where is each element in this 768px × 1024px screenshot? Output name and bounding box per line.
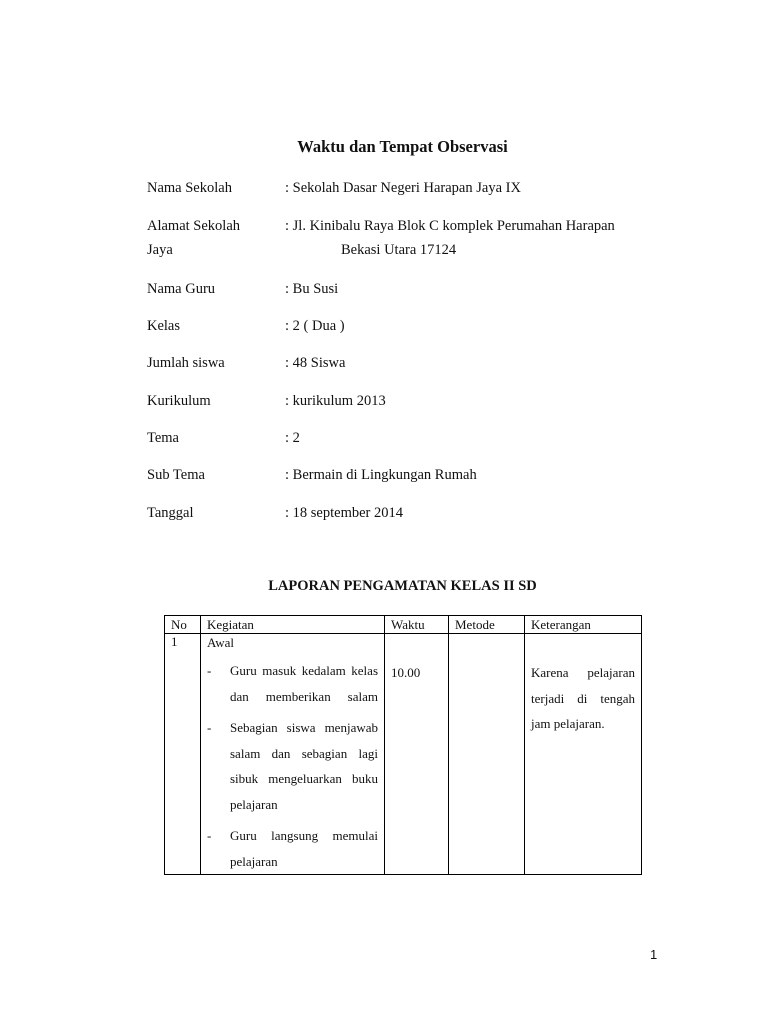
info-label: Jumlah siswa [147, 355, 225, 371]
info-value: : kurikulum 2013 [285, 393, 386, 409]
activity-item [207, 715, 378, 817]
list-dash: - [207, 720, 212, 735]
info-label: Alamat Sekolah [147, 218, 241, 234]
activity-text: Guru langsung memulai pelajaran [230, 828, 378, 869]
info-value: : 18 september 2014 [285, 505, 403, 521]
info-label: Tanggal [147, 505, 194, 521]
phase-label: Awal [207, 635, 234, 650]
info-value: : Bermain di Lingkungan Rumah [285, 467, 477, 483]
table-header-row [165, 616, 642, 634]
row-number: 1 [171, 634, 178, 649]
header-no: No [165, 616, 201, 634]
info-value: : 2 ( Dua ) [285, 318, 345, 334]
activity-item [207, 823, 378, 874]
info-label: Sub Tema [147, 467, 205, 483]
info-label: Nama Sekolah [147, 180, 232, 196]
info-label-continuation: Jaya [147, 242, 173, 258]
keterangan-text: Karena pelajaran terjadi di tengah jam pelajaran. [531, 665, 635, 731]
page-number: 1 [650, 947, 658, 962]
info-value: : Sekolah Dasar Negeri Harapan Jaya IX [285, 180, 521, 196]
activity-item [207, 658, 378, 709]
activity-text: Sebagian siswa menjawab salam dan sebagian lagi sibuk mengeluarkan buku pelajaran [230, 720, 378, 812]
cell-keterangan [525, 634, 642, 875]
info-value: : Bu Susi [285, 281, 339, 297]
header-metode: Metode [449, 616, 525, 634]
info-value: : 2 [285, 430, 300, 446]
activity-text: Guru masuk kedalam kelas dan memberikan salam [230, 663, 378, 704]
info-label: Kelas [147, 318, 181, 334]
info-value: : 48 Siswa [285, 355, 346, 371]
cell-kegiatan [201, 634, 385, 875]
header-keterangan: Keterangan [525, 616, 642, 634]
info-value-continuation: Bekasi Utara 17124 [341, 242, 457, 258]
waktu-value: 10.00 [391, 665, 421, 680]
observation-table [164, 615, 642, 875]
info-label: Tema [147, 430, 179, 446]
cell-waktu [385, 634, 449, 875]
report-title: LAPORAN PENGAMATAN KELAS II SD [268, 578, 537, 594]
info-label: Kurikulum [147, 393, 211, 409]
cell-metode [449, 634, 525, 875]
table-row [165, 634, 642, 875]
info-value: : Jl. Kinibalu Raya Blok C komplek Perumahan Harapan [285, 218, 615, 234]
header-waktu: Waktu [385, 616, 449, 634]
info-label: Nama Guru [147, 281, 216, 297]
list-dash: - [207, 828, 212, 843]
page-title: Waktu dan Tempat Observasi [297, 137, 508, 156]
header-kegiatan: Kegiatan [201, 616, 385, 634]
cell-no [165, 634, 201, 875]
list-dash: - [207, 663, 212, 678]
